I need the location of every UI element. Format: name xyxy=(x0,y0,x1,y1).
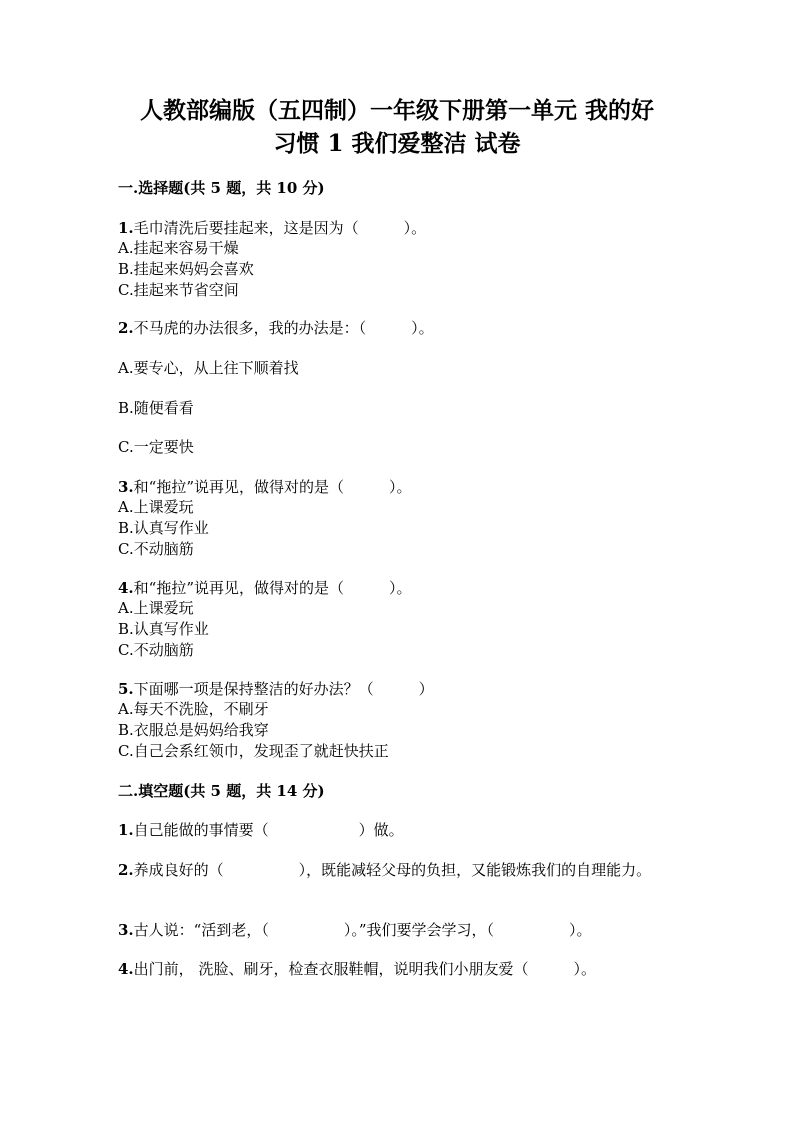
question-text: 毛巾清洗后要挂起来，这是因为（ ）。 xyxy=(133,219,427,237)
question-number: 1. xyxy=(118,219,134,237)
question-number: 3. xyxy=(118,478,134,496)
question-text: 古人说：“活到老，（ ）。”我们要学会学习，（ ）。 xyxy=(133,921,592,939)
section-heading-fill: 二.填空题(共 5 题，共 14 分) xyxy=(118,782,325,800)
option-b: B.认真写作业 xyxy=(118,620,209,638)
option-a: A.挂起来容易干燥 xyxy=(118,239,239,257)
choice-question-3 xyxy=(118,477,412,497)
fill-question-1 xyxy=(118,820,404,840)
choice-question-5 xyxy=(118,679,434,699)
option-a: A.上课爱玩 xyxy=(118,599,194,617)
fill-question-2 xyxy=(118,860,663,880)
question-text: 不马虎的办法很多，我的办法是：（ ）。 xyxy=(133,319,434,337)
option-c: C.不动脑筋 xyxy=(118,540,194,558)
option-a: A.每天不洗脸，不刷牙 xyxy=(118,700,269,718)
option-a: A.上课爱玩 xyxy=(118,498,194,516)
choice-question-4 xyxy=(118,578,412,598)
option-c: C.不动脑筋 xyxy=(118,641,194,659)
option-b: B.挂起来妈妈会喜欢 xyxy=(118,260,254,278)
option-a: A.要专心，从上往下顺着找 xyxy=(118,359,299,377)
question-number: 5. xyxy=(118,680,134,698)
option-c: C.挂起来节省空间 xyxy=(118,281,239,299)
question-text: 养成良好的（ ），既能减轻父母的负担，又能锻炼我们的自理能力。 xyxy=(133,861,652,879)
option-c: C.一定要快 xyxy=(118,438,194,456)
question-number: 2. xyxy=(118,861,134,879)
option-b: B.认真写作业 xyxy=(118,519,209,537)
page-title xyxy=(110,94,684,160)
question-number: 4. xyxy=(118,579,134,597)
title-line-1: 人教部编版（五四制）一年级下册第一单元 我的好 xyxy=(139,97,654,124)
question-number: 1. xyxy=(118,821,134,839)
question-text: 和“拖拉”说再见，做得对的是（ ）。 xyxy=(133,579,412,597)
question-text: 和“拖拉”说再见，做得对的是（ ）。 xyxy=(133,478,412,496)
question-text: 下面哪一项是保持整洁的好办法？（ ） xyxy=(133,680,434,698)
fill-question-3 xyxy=(118,920,592,940)
choice-question-2 xyxy=(118,318,434,338)
title-line-2: 习惯 1 我们爱整洁 试卷 xyxy=(273,130,521,157)
option-b: B.衣服总是妈妈给我穿 xyxy=(118,721,269,739)
fill-question-4 xyxy=(118,959,596,979)
question-number: 2. xyxy=(118,319,134,337)
option-b: B.随便看看 xyxy=(118,399,194,417)
section-heading-choice: 一.选择题(共 5 题，共 10 分) xyxy=(118,179,325,197)
question-number: 4. xyxy=(118,960,134,978)
choice-question-1 xyxy=(118,218,426,238)
option-c: C.自己会系红领巾，发现歪了就赶快扶正 xyxy=(118,742,389,760)
question-text: 出门前， 洗脸、刷牙，检查衣服鞋帽，说明我们小朋友爱（ ）。 xyxy=(133,960,596,978)
question-number: 3. xyxy=(118,921,134,939)
question-text: 自己能做的事情要（ ）做。 xyxy=(133,821,404,839)
